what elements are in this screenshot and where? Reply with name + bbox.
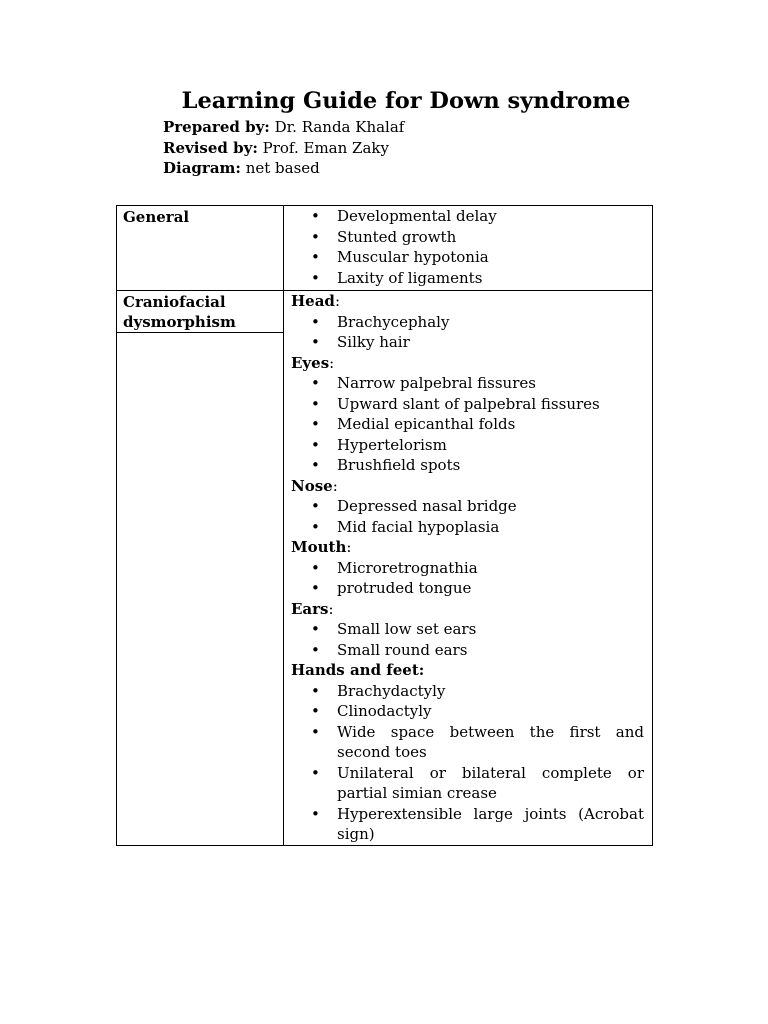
group-heading	[291, 537, 644, 558]
group-heading	[291, 476, 644, 497]
table-row	[117, 291, 653, 846]
list-item: • Wide space between the first and second toes	[291, 722, 644, 763]
category-label-general: General	[123, 208, 190, 226]
document-title: Learning Guide for Down syndrome	[181, 88, 631, 114]
document-meta	[163, 117, 404, 179]
category-label-craniofacial: Craniofacial dysmorphism	[123, 293, 236, 331]
category-subcell	[117, 332, 283, 333]
list-item: • Clinodactyly	[291, 701, 644, 722]
items-cell-general	[284, 206, 653, 291]
group-heading-suffix: :	[328, 599, 334, 618]
list-item: • Developmental delay	[291, 206, 644, 227]
list-item: • Hypertelorism	[291, 435, 644, 456]
group-heading-text: Hands and feet:	[291, 661, 425, 679]
group-heading	[291, 660, 644, 681]
list-item: • Mid facial hypoplasia	[291, 517, 644, 538]
group-heading	[291, 291, 644, 312]
group-heading-text: Mouth	[291, 538, 347, 556]
diagram-label: Diagram:	[163, 159, 241, 177]
list-item: • Brachydactyly	[291, 681, 644, 702]
category-cell-craniofacial	[117, 291, 284, 846]
revised-by-line	[163, 138, 404, 159]
list-item: • Upward slant of palpebral fissures	[291, 394, 644, 415]
group-heading-suffix: :	[332, 476, 338, 495]
general-feature-list	[291, 206, 644, 288]
group-heading-text: Head	[291, 292, 335, 310]
table-row	[117, 206, 653, 291]
prepared-by-value: Dr. Randa Khalaf	[269, 118, 405, 136]
group-heading-suffix: :	[346, 538, 352, 556]
list-item: • Brushfield spots	[291, 455, 644, 476]
group-heading-suffix: :	[329, 353, 335, 372]
list-item: • Small low set ears	[291, 619, 644, 640]
group-feature-list	[291, 619, 644, 660]
list-item: • Small round ears	[291, 640, 644, 661]
group-feature-list	[291, 681, 644, 845]
list-item: • Laxity of ligaments	[291, 268, 644, 289]
list-item: • Silky hair	[291, 332, 644, 353]
list-item: • Depressed nasal bridge	[291, 496, 644, 517]
group-heading-text: Ears	[291, 599, 329, 618]
group-heading	[291, 599, 644, 620]
group-feature-list	[291, 312, 644, 353]
list-item: • Muscular hypotonia	[291, 247, 644, 268]
revised-by-value: Prof. Eman Zaky	[257, 138, 389, 157]
revised-by-label: Revised by:	[163, 138, 258, 157]
list-item: • Microretrognathia	[291, 558, 644, 579]
diagram-line	[163, 158, 404, 179]
group-feature-list	[291, 496, 644, 537]
group-heading-text: Eyes	[291, 353, 330, 372]
prepared-by-line	[163, 117, 404, 138]
list-item: • Brachycephaly	[291, 312, 644, 333]
prepared-by-label: Prepared by:	[163, 118, 270, 136]
group-heading	[291, 353, 644, 374]
items-cell-craniofacial	[284, 291, 653, 846]
category-cell-general	[117, 206, 284, 291]
list-item: • Stunted growth	[291, 227, 644, 248]
list-item: • protruded tongue	[291, 578, 644, 599]
list-item: • Medial epicanthal folds	[291, 414, 644, 435]
list-item: • Unilateral or bilateral complete or partial simian crease	[291, 763, 644, 804]
list-item: • Narrow palpebral fissures	[291, 373, 644, 394]
list-item: • Hyperextensible large joints (Acrobat sign)	[291, 804, 644, 845]
group-feature-list	[291, 558, 644, 599]
features-table	[116, 205, 653, 846]
group-heading-text: Nose	[291, 476, 333, 495]
diagram-value: net based	[240, 159, 320, 177]
group-feature-list	[291, 373, 644, 476]
group-heading-suffix: :	[334, 292, 340, 310]
